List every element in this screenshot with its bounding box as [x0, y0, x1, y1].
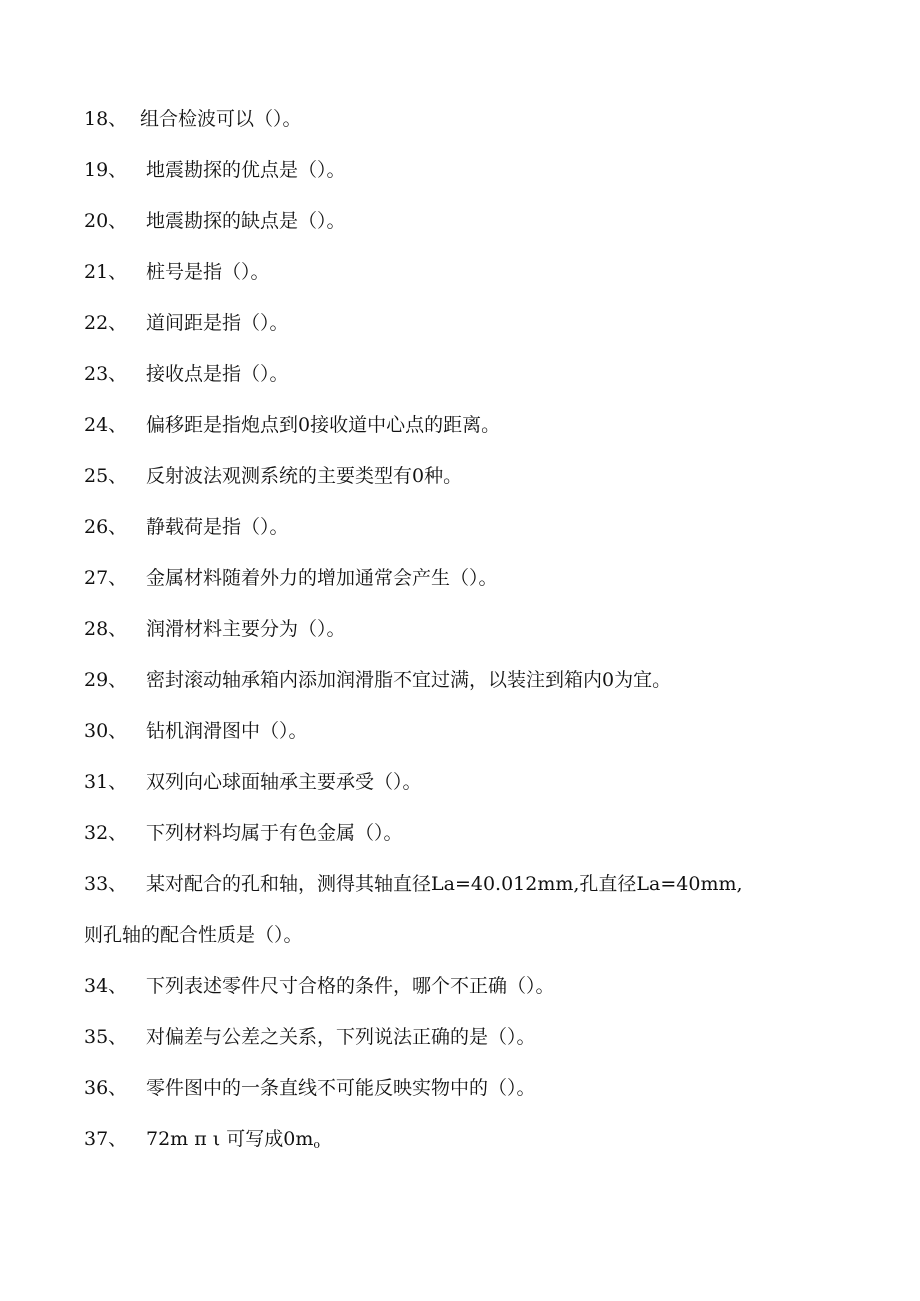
question-text: 道间距是指（）。: [146, 312, 289, 334]
question-37: [84, 1121, 860, 1157]
question-number: 25、: [84, 465, 128, 487]
question-text: 地震勘探的优点是（）。: [146, 159, 346, 181]
question-number: 21、: [84, 261, 128, 283]
question-number: 28、: [84, 618, 128, 640]
question-26: [84, 509, 860, 545]
question-number: 37、: [84, 1128, 128, 1150]
question-text: 反射波法观测系统的主要类型有0种。: [146, 465, 463, 487]
question-subscript: o: [313, 1138, 320, 1151]
question-number: 27、: [84, 567, 128, 589]
question-27: [84, 560, 860, 596]
question-text: 接收点是指（）。: [146, 363, 289, 385]
question-number: 19、: [84, 159, 128, 181]
question-number: 35、: [84, 1026, 128, 1048]
question-text: 某对配合的孔和轴，测得其轴直径La=40.012mm,孔直径La=40mm,: [146, 873, 743, 895]
question-number: 29、: [84, 669, 128, 691]
question-text: 润滑材料主要分为（）。: [146, 618, 346, 640]
question-text: 密封滚动轴承箱内添加润滑脂不宜过满，以装注到箱内0为宜。: [146, 669, 672, 691]
question-number: 30、: [84, 720, 128, 742]
question-32: [84, 815, 860, 851]
question-text: 桩号是指（）。: [146, 261, 270, 283]
question-31: [84, 764, 860, 800]
question-28: [84, 611, 860, 647]
question-number: 36、: [84, 1077, 128, 1099]
question-22: [84, 305, 860, 341]
question-number: 33、: [84, 873, 128, 895]
question-text: 双列向心球面轴承主要承受（）。: [146, 771, 422, 793]
question-number: 26、: [84, 516, 128, 538]
question-number: 18、: [84, 108, 128, 130]
question-25: [84, 458, 860, 494]
question-number: 24、: [84, 414, 128, 436]
question-33: [84, 866, 860, 902]
question-23: [84, 356, 860, 392]
question-36: [84, 1070, 860, 1106]
question-number: 31、: [84, 771, 128, 793]
question-24: [84, 407, 860, 443]
question-19: [84, 152, 860, 188]
question-text-continuation: 则孔轴的配合性质是（）。: [84, 924, 303, 946]
question-text: 零件图中的一条直线不可能反映实物中的（）。: [146, 1077, 536, 1099]
question-35: [84, 1019, 860, 1055]
question-text: 偏移距是指炮点到0接收道中心点的距离。: [146, 414, 501, 436]
question-29: [84, 662, 860, 698]
question-text: 下列材料均属于有色金属（）。: [146, 822, 403, 844]
question-text: 组合检波可以（）。: [140, 108, 302, 130]
question-text: 金属材料随着外力的增加通常会产生（）。: [146, 567, 498, 589]
question-20: [84, 203, 860, 239]
question-number: 32、: [84, 822, 128, 844]
question-number: 20、: [84, 210, 128, 232]
question-21: [84, 254, 860, 290]
question-33-continuation: [84, 917, 860, 953]
question-number: 34、: [84, 975, 128, 997]
question-text: 静载荷是指（）。: [146, 516, 289, 538]
question-text: 下列表述零件尺寸合格的条件，哪个不正确（）。: [146, 975, 555, 997]
question-30: [84, 713, 860, 749]
question-34: [84, 968, 860, 1004]
question-text: 对偏差与公差之关系，下列说法正确的是（）。: [146, 1026, 536, 1048]
question-number: 23、: [84, 363, 128, 385]
question-text: 72m π ι 可写成0m: [146, 1128, 314, 1150]
question-text: 地震勘探的缺点是（）。: [146, 210, 346, 232]
question-18: [84, 101, 860, 137]
question-text: 钻机润滑图中（）。: [146, 720, 308, 742]
question-number: 22、: [84, 312, 128, 334]
